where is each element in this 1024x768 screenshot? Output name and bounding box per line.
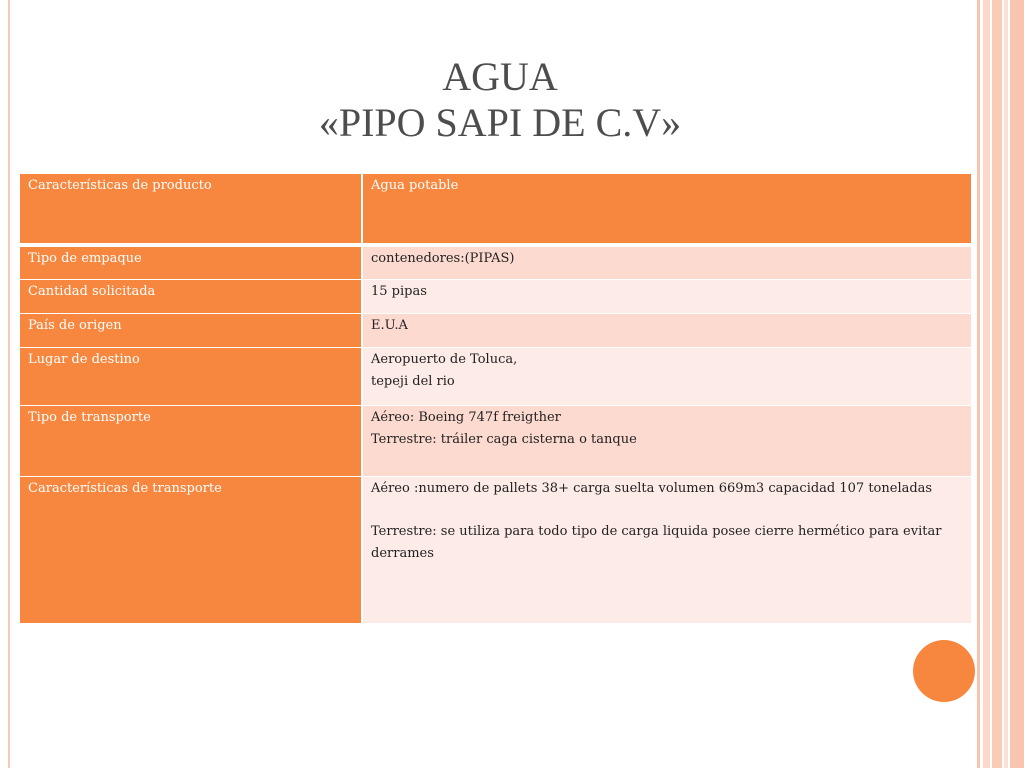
header-value-cell: Agua potable (362, 174, 971, 245)
decor-stripe (1010, 0, 1024, 768)
row-value-cell (362, 405, 971, 476)
slide-title (30, 54, 970, 146)
row-key-cell: Lugar de destino (20, 347, 362, 405)
title-line-2: «PIPO SAPI DE C.V» (318, 100, 682, 145)
row-value-cell (362, 313, 971, 347)
specs-table (20, 174, 971, 623)
table-row (20, 476, 971, 623)
decor-circle (913, 640, 975, 702)
value-line: Terrestre: tráiler caga cisterna o tanque (371, 431, 637, 447)
value-line: tepeji del rio (371, 373, 455, 389)
table-row (20, 347, 971, 405)
row-value-cell (362, 279, 971, 313)
decor-stripe (992, 0, 1002, 768)
value-line: Aeropuerto de Toluca, (371, 351, 518, 367)
title-line-1: AGUA (442, 54, 558, 99)
table-row (20, 245, 971, 279)
decor-stripe (1004, 0, 1008, 768)
row-key-cell: Tipo de empaque (20, 245, 362, 279)
row-value-cell (362, 476, 971, 623)
row-key-cell: Tipo de transporte (20, 405, 362, 476)
header-key-cell: Características de producto (20, 174, 362, 245)
row-value-cell (362, 245, 971, 279)
row-key-cell: País de origen (20, 313, 362, 347)
value-line: Aéreo: Boeing 747f freigther (371, 409, 561, 425)
table-header-row (20, 174, 971, 245)
left-border-line (8, 0, 10, 768)
value-line: contenedores:(PIPAS) (371, 251, 515, 266)
decor-stripe (983, 0, 990, 768)
value-line: 15 pipas (371, 283, 427, 299)
table-row (20, 313, 971, 347)
value-line: E.U.A (371, 317, 408, 333)
row-key-cell: Características de transporte (20, 476, 362, 623)
table-row (20, 405, 971, 476)
decor-stripe (977, 0, 980, 768)
table-row (20, 279, 971, 313)
row-key-cell: Cantidad solicitada (20, 279, 362, 313)
row-value-cell (362, 347, 971, 405)
value-paragraph: Terrestre: se utiliza para todo tipo de carga liquida posee cierre hermético para evitar derrames (371, 523, 942, 561)
value-paragraph: Aéreo :numero de pallets 38+ carga suelta volumen 669m3 capacidad 107 toneladas (371, 480, 933, 496)
